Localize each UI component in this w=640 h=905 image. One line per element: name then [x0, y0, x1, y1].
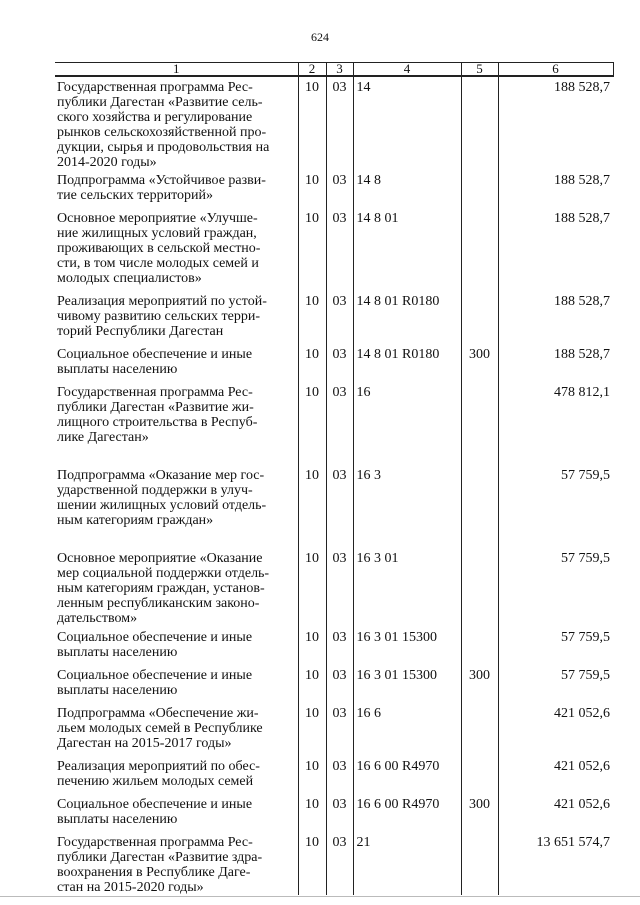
section-cell: 10	[298, 465, 326, 548]
section-cell: 10	[298, 291, 326, 344]
amount-cell: 188 528,7	[498, 208, 613, 291]
target-article-cell: 16 3	[353, 465, 461, 548]
subsection-cell: 03	[326, 627, 353, 665]
expense-type-cell	[461, 703, 498, 756]
expense-type-cell	[461, 627, 498, 665]
target-article-cell: 16 3 01	[353, 548, 461, 627]
table-row	[55, 382, 613, 465]
amount-cell: 188 528,7	[498, 291, 613, 344]
section-cell: 10	[298, 382, 326, 465]
row-name-cell: Социальное обеспечение и иные выплаты населению	[55, 794, 298, 832]
table-row	[55, 291, 613, 344]
expense-type-cell	[461, 382, 498, 465]
expense-type-cell: 300	[461, 344, 498, 382]
target-article-cell: 16	[353, 382, 461, 465]
table-row	[55, 756, 613, 794]
row-name-cell: Социальное обеспечение и иные выплаты населению	[55, 344, 298, 382]
amount-cell: 478 812,1	[498, 382, 613, 465]
target-article-cell: 16 6	[353, 703, 461, 756]
table-row	[55, 208, 613, 291]
expense-type-cell	[461, 465, 498, 548]
row-name-cell: Подпрограмма «Устойчивое разви- тие сельских территорий»	[55, 170, 298, 208]
amount-cell: 421 052,6	[498, 756, 613, 794]
amount-cell: 188 528,7	[498, 76, 613, 170]
column-header-3: 3	[326, 63, 353, 77]
column-header-4: 4	[353, 63, 461, 77]
amount-cell: 13 651 574,7	[498, 832, 613, 895]
target-article-cell: 14 8 01	[353, 208, 461, 291]
row-name-cell: Социальное обеспечение и иные выплаты населению	[55, 665, 298, 703]
subsection-cell: 03	[326, 756, 353, 794]
amount-cell: 421 052,6	[498, 703, 613, 756]
row-name-cell: Основное мероприятие «Оказание мер социальной поддержки отдель- ным категориям граждан, установ- ленным республиканским законо- дательством»	[55, 548, 298, 627]
page-number: 624	[311, 30, 329, 44]
expense-type-cell	[461, 756, 498, 794]
target-article-cell: 14 8	[353, 170, 461, 208]
scan-edge-line	[0, 896, 640, 897]
table-row	[55, 170, 613, 208]
table-row	[55, 344, 613, 382]
row-name-cell: Социальное обеспечение и иные выплаты населению	[55, 627, 298, 665]
subsection-cell: 03	[326, 291, 353, 344]
amount-cell: 188 528,7	[498, 170, 613, 208]
amount-cell: 57 759,5	[498, 665, 613, 703]
section-cell: 10	[298, 832, 326, 895]
expense-type-cell: 300	[461, 794, 498, 832]
target-article-cell: 14 8 01 R0180	[353, 344, 461, 382]
table-row	[55, 794, 613, 832]
amount-cell: 57 759,5	[498, 548, 613, 627]
target-article-cell: 16 6 00 R4970	[353, 794, 461, 832]
row-name-cell: Государственная программа Рес- публики Дагестан «Развитие сель- ского хозяйства и регулирование рынков сельскохозяйственной про- дукции, сырья и продовольствия на 2014-2020 годы»	[55, 76, 298, 170]
table-header-row	[55, 63, 613, 77]
row-name-cell: Подпрограмма «Оказание мер гос- ударственной поддержки в улуч- шении жилищных условий отдель- ным категориям граждан»	[55, 465, 298, 548]
section-cell: 10	[298, 665, 326, 703]
expense-type-cell	[461, 76, 498, 170]
column-header-1: 1	[55, 63, 298, 77]
column-header-6: 6	[498, 63, 613, 77]
subsection-cell: 03	[326, 465, 353, 548]
target-article-cell: 16 6 00 R4970	[353, 756, 461, 794]
amount-cell: 57 759,5	[498, 627, 613, 665]
subsection-cell: 03	[326, 382, 353, 465]
subsection-cell: 03	[326, 208, 353, 291]
row-name-cell: Государственная программа Рес- публики Дагестан «Развитие жи- лищного строительства в Респуб- лике Дагестан»	[55, 382, 298, 465]
column-header-5: 5	[461, 63, 498, 77]
amount-cell: 421 052,6	[498, 794, 613, 832]
budget-table	[55, 62, 614, 895]
expense-type-cell: 300	[461, 665, 498, 703]
section-cell: 10	[298, 344, 326, 382]
table-row	[55, 665, 613, 703]
amount-cell: 57 759,5	[498, 465, 613, 548]
amount-cell: 188 528,7	[498, 344, 613, 382]
section-cell: 10	[298, 548, 326, 627]
section-cell: 10	[298, 794, 326, 832]
row-name-cell: Реализация мероприятий по обес- печению жильем молодых семей	[55, 756, 298, 794]
section-cell: 10	[298, 703, 326, 756]
table-row	[55, 703, 613, 756]
section-cell: 10	[298, 756, 326, 794]
table-row	[55, 465, 613, 548]
subsection-cell: 03	[326, 76, 353, 170]
subsection-cell: 03	[326, 548, 353, 627]
subsection-cell: 03	[326, 344, 353, 382]
subsection-cell: 03	[326, 794, 353, 832]
subsection-cell: 03	[326, 703, 353, 756]
expense-type-cell	[461, 208, 498, 291]
subsection-cell: 03	[326, 170, 353, 208]
expense-type-cell	[461, 291, 498, 344]
row-name-cell: Реализация мероприятий по устой- чивому развитию сельских терри- торий Республики Дагестан	[55, 291, 298, 344]
section-cell: 10	[298, 170, 326, 208]
table-row	[55, 832, 613, 895]
section-cell: 10	[298, 627, 326, 665]
table-row	[55, 627, 613, 665]
row-name-cell: Государственная программа Рес- публики Дагестан «Развитие здра- воохранения в Республике Даге- стан на 2015-2020 годы»	[55, 832, 298, 895]
target-article-cell: 21	[353, 832, 461, 895]
expense-type-cell	[461, 832, 498, 895]
target-article-cell: 16 3 01 15300	[353, 665, 461, 703]
expense-type-cell	[461, 170, 498, 208]
target-article-cell: 14 8 01 R0180	[353, 291, 461, 344]
target-article-cell: 16 3 01 15300	[353, 627, 461, 665]
target-article-cell: 14	[353, 76, 461, 170]
section-cell: 10	[298, 208, 326, 291]
subsection-cell: 03	[326, 665, 353, 703]
table-row	[55, 548, 613, 627]
subsection-cell: 03	[326, 832, 353, 895]
row-name-cell: Основное мероприятие «Улучше- ние жилищных условий граждан, проживающих в сельской местно- сти, в том числе молодых семей и молодых специалистов»	[55, 208, 298, 291]
row-name-cell: Подпрограмма «Обеспечение жи- льем молодых семей в Республике Дагестан на 2015-2017 годы»	[55, 703, 298, 756]
column-header-2: 2	[298, 63, 326, 77]
table-row	[55, 76, 613, 170]
expense-type-cell	[461, 548, 498, 627]
section-cell: 10	[298, 76, 326, 170]
